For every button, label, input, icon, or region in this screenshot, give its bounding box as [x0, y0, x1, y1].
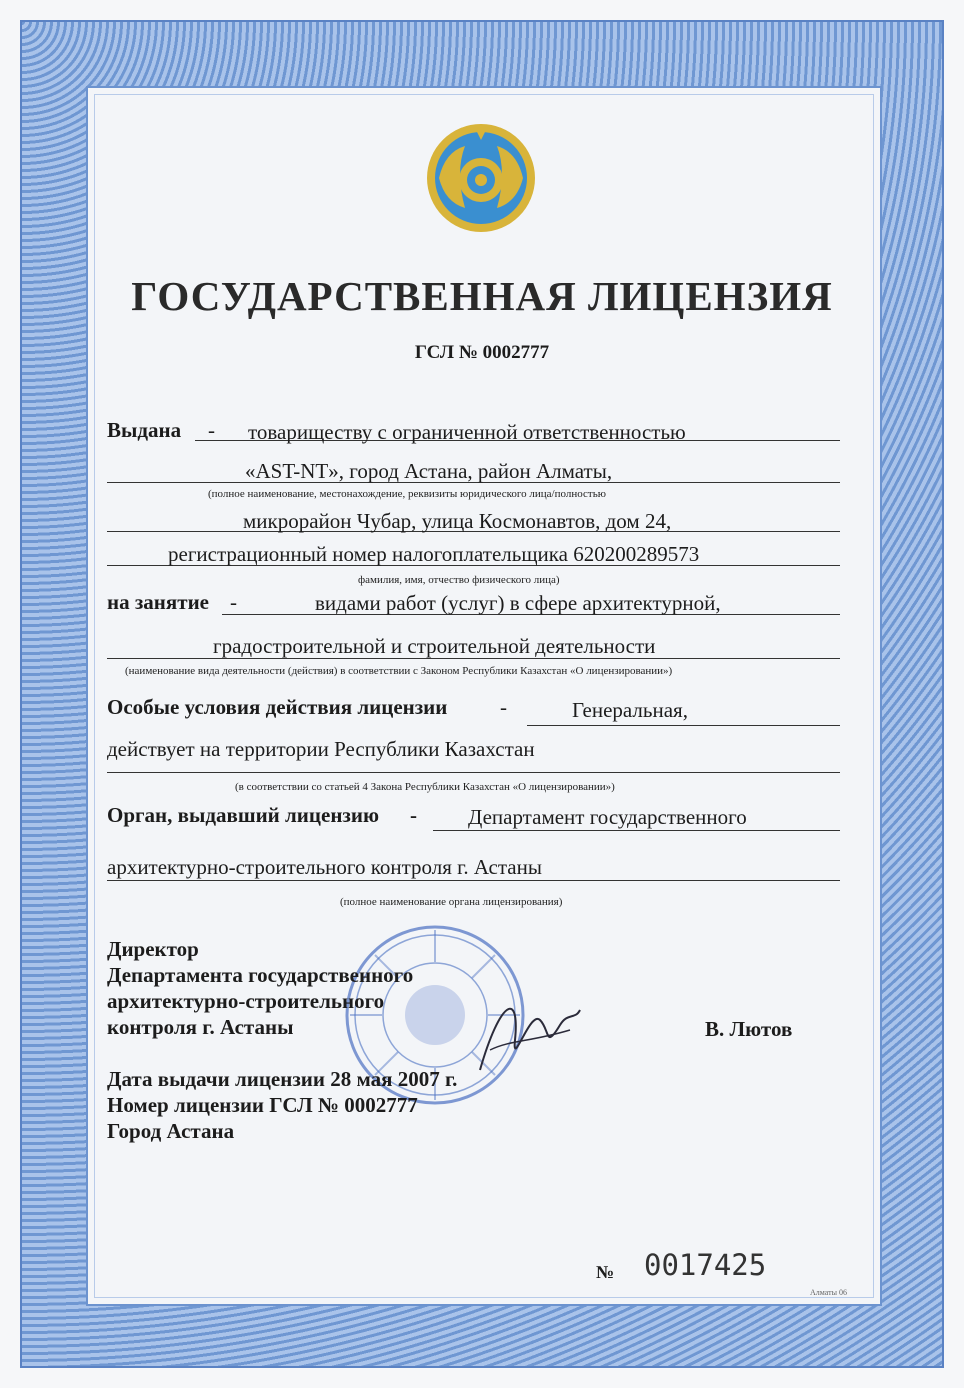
activity-line-1: видами работ (услуг) в сфере архитектурной,	[315, 591, 721, 615]
authority-label: Орган, выдавший лицензию	[107, 803, 380, 827]
issued-line-3: микрорайон Чубар, улица Космонавтов, дом 24,	[243, 509, 672, 533]
conditions-dash: -	[500, 695, 507, 719]
activity-label: на занятие	[107, 590, 209, 614]
authority-dash: -	[410, 803, 417, 827]
signer-line: Директор	[107, 937, 199, 961]
serial-number: 0017425	[644, 1248, 767, 1282]
activity-line-2: градостроительной и строительной деятельности	[213, 634, 656, 658]
underline	[107, 772, 840, 773]
license-number-line: Номер лицензии ГСЛ № 0002777	[107, 1093, 418, 1117]
conditions-line-2: действует на территории Республики Казахстан	[107, 737, 535, 761]
issue-date: Дата выдачи лицензии 28 мая 2007 г.	[107, 1067, 458, 1091]
signer-name: В. Лютов	[705, 1017, 793, 1041]
print-mark: Алматы 06	[810, 1288, 847, 1297]
signer-line: архитектурно-строительного	[107, 989, 385, 1013]
activity-dash: -	[230, 590, 237, 614]
license-number: ГСЛ № 0002777	[414, 342, 550, 363]
issue-city: Город Астана	[107, 1119, 235, 1143]
document-title: ГОСУДАРСТВЕННАЯ ЛИЦЕНЗИЯ	[131, 273, 833, 319]
signer-title	[107, 936, 413, 1040]
underline	[433, 830, 840, 831]
conditions-label: Особые условия действия лицензии	[107, 695, 448, 719]
issued-dash: -	[208, 418, 215, 442]
underline	[527, 725, 840, 726]
issued-line-2: «AST-NT», город Астана, район Алматы,	[245, 459, 613, 483]
authority-line-1: Департамент государственного	[468, 805, 747, 829]
issued-line-1: товариществу с ограниченной ответственностью	[248, 420, 686, 444]
issue-info	[107, 1066, 457, 1144]
serial-label: №	[596, 1262, 615, 1282]
issued-label: Выдана	[107, 418, 182, 442]
signature-icon	[460, 980, 600, 1090]
conditions-caption: (в соответствии со статьей 4 Закона Республики Казахстан «О лицензировании»)	[235, 781, 615, 793]
activity-caption: (наименование вида деятельности (действия) в соответствии с Законом Республики Казахстан «О лицензировании»)	[125, 665, 673, 677]
authority-line-2: архитектурно-строительного контроля г. Астаны	[107, 855, 542, 879]
authority-caption: (полное наименование органа лицензирования)	[340, 896, 563, 908]
issued-caption-1: (полное наименование, местонахождение, реквизиты юридического лица/полностью	[208, 488, 606, 500]
conditions-value: Генеральная,	[572, 698, 688, 722]
issued-caption-2: фамилия, имя, отчество физического лица)	[358, 574, 560, 586]
underline	[107, 880, 840, 881]
state-emblem-icon	[425, 122, 537, 234]
signer-line: Департамента государственного	[107, 963, 414, 987]
signer-line: контроля г. Астаны	[107, 1015, 294, 1039]
issued-line-4: регистрационный номер налогоплательщика 620200289573	[168, 542, 700, 566]
